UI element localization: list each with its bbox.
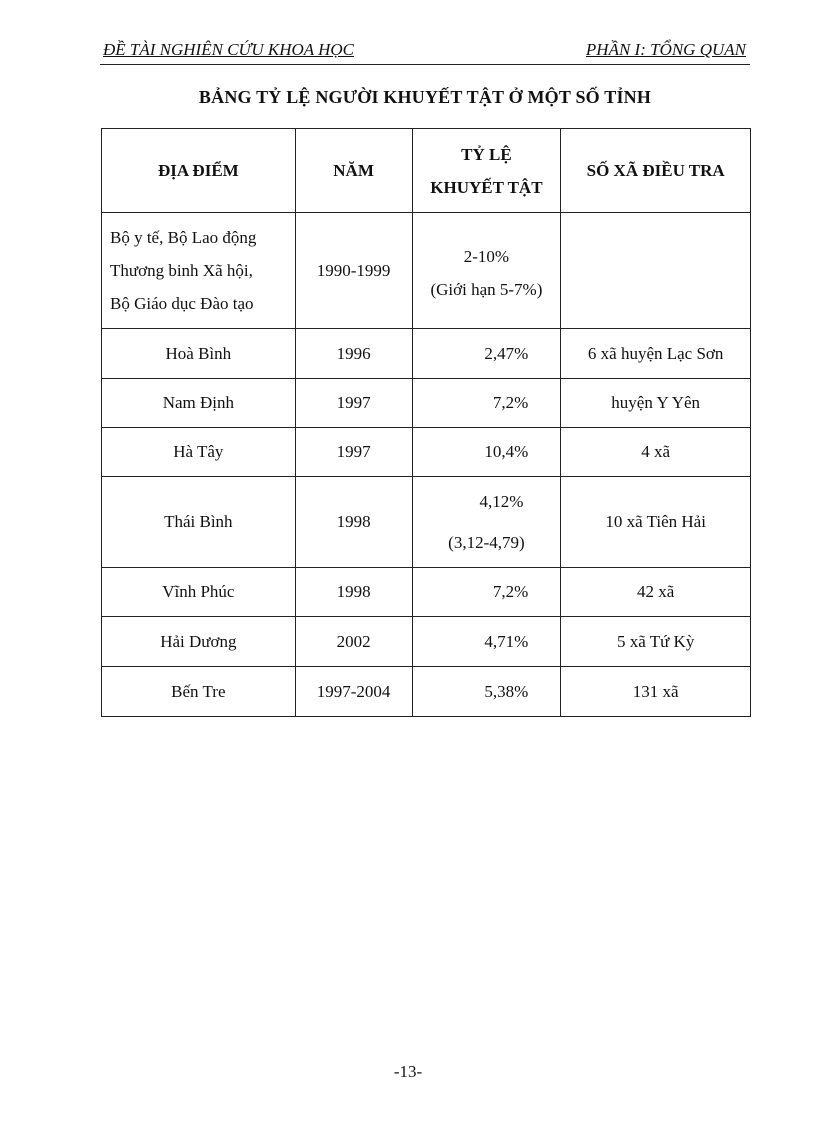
cell-rate: 7,2%	[412, 379, 561, 428]
cell-location: Hoà Bình	[102, 329, 296, 379]
location-line: Bộ y tế, Bộ Lao động	[110, 228, 257, 247]
cell-communes: 5 xã Tứ Kỳ	[561, 617, 751, 667]
table-row	[102, 428, 751, 477]
cell-year: 2002	[295, 617, 412, 667]
cell-year: 1996	[295, 329, 412, 379]
disability-rate-table	[101, 128, 751, 717]
cell-communes	[561, 213, 751, 329]
cell-communes: 6 xã huyện Lạc Sơn	[561, 329, 751, 379]
header-left-title: ĐỀ TÀI NGHIÊN CỨU KHOA HỌC	[103, 40, 354, 59]
table-row	[102, 568, 751, 617]
rate-value: 4,12%	[479, 492, 524, 511]
col-header-year: NĂM	[295, 129, 412, 213]
cell-rate	[412, 213, 561, 329]
table-body	[102, 213, 751, 717]
cell-rate: 10,4%	[412, 428, 561, 477]
cell-rate: 7,2%	[412, 568, 561, 617]
page-number: -13-	[393, 1062, 423, 1081]
col-header-rate	[412, 129, 561, 213]
cell-location: Bến Tre	[102, 667, 296, 717]
cell-year: 1997	[295, 379, 412, 428]
cell-communes: 131 xã	[561, 667, 751, 717]
rate-value: 2-10%	[463, 246, 510, 266]
cell-location: Thái Bình	[102, 477, 296, 568]
rate-note: (Giới hạn 5-7%)	[430, 279, 543, 299]
cell-communes: 10 xã Tiên Hải	[561, 477, 751, 568]
table-row	[102, 617, 751, 667]
cell-year: 1998	[295, 477, 412, 568]
table-header-row	[102, 129, 751, 213]
cell-year: 1997-2004	[295, 667, 412, 717]
table-row	[102, 379, 751, 428]
cell-rate: 2,47%	[412, 329, 561, 379]
cell-rate: 4,71%	[412, 617, 561, 667]
cell-communes: 4 xã	[561, 428, 751, 477]
location-line: Thương binh Xã hội,	[110, 261, 253, 280]
rate-note: (3,12-4,79)	[448, 533, 525, 552]
table-row	[102, 213, 751, 329]
col-header-rate-line1: TỶ LỆ	[461, 144, 512, 164]
cell-communes: huyện Y Yên	[561, 379, 751, 428]
col-header-location: ĐỊA ĐIỂM	[102, 129, 296, 213]
table-row	[102, 477, 751, 568]
running-header	[100, 38, 750, 65]
cell-location: Vĩnh Phúc	[102, 568, 296, 617]
table-row	[102, 329, 751, 379]
cell-year: 1998	[295, 568, 412, 617]
location-line: Bộ Giáo dục Đào tạo	[110, 294, 254, 313]
table-row	[102, 667, 751, 717]
cell-location	[102, 213, 296, 329]
cell-communes: 42 xã	[561, 568, 751, 617]
col-header-communes: SỐ XÃ ĐIỀU TRA	[561, 129, 751, 213]
cell-location: Nam Định	[102, 379, 296, 428]
cell-location: Hà Tây	[102, 428, 296, 477]
cell-year: 1990-1999	[295, 213, 412, 329]
cell-rate	[412, 477, 561, 568]
cell-rate: 5,38%	[412, 667, 561, 717]
cell-location: Hải Dương	[102, 617, 296, 667]
cell-year: 1997	[295, 428, 412, 477]
col-header-rate-line2: KHUYẾT TẬT	[430, 177, 543, 197]
header-right-section: PHẦN I: TỔNG QUAN	[585, 40, 746, 59]
table-title: BẢNG TỶ LỆ NGƯỜI KHUYẾT TẬT Ở MỘT SỐ TỈNH	[198, 87, 652, 107]
